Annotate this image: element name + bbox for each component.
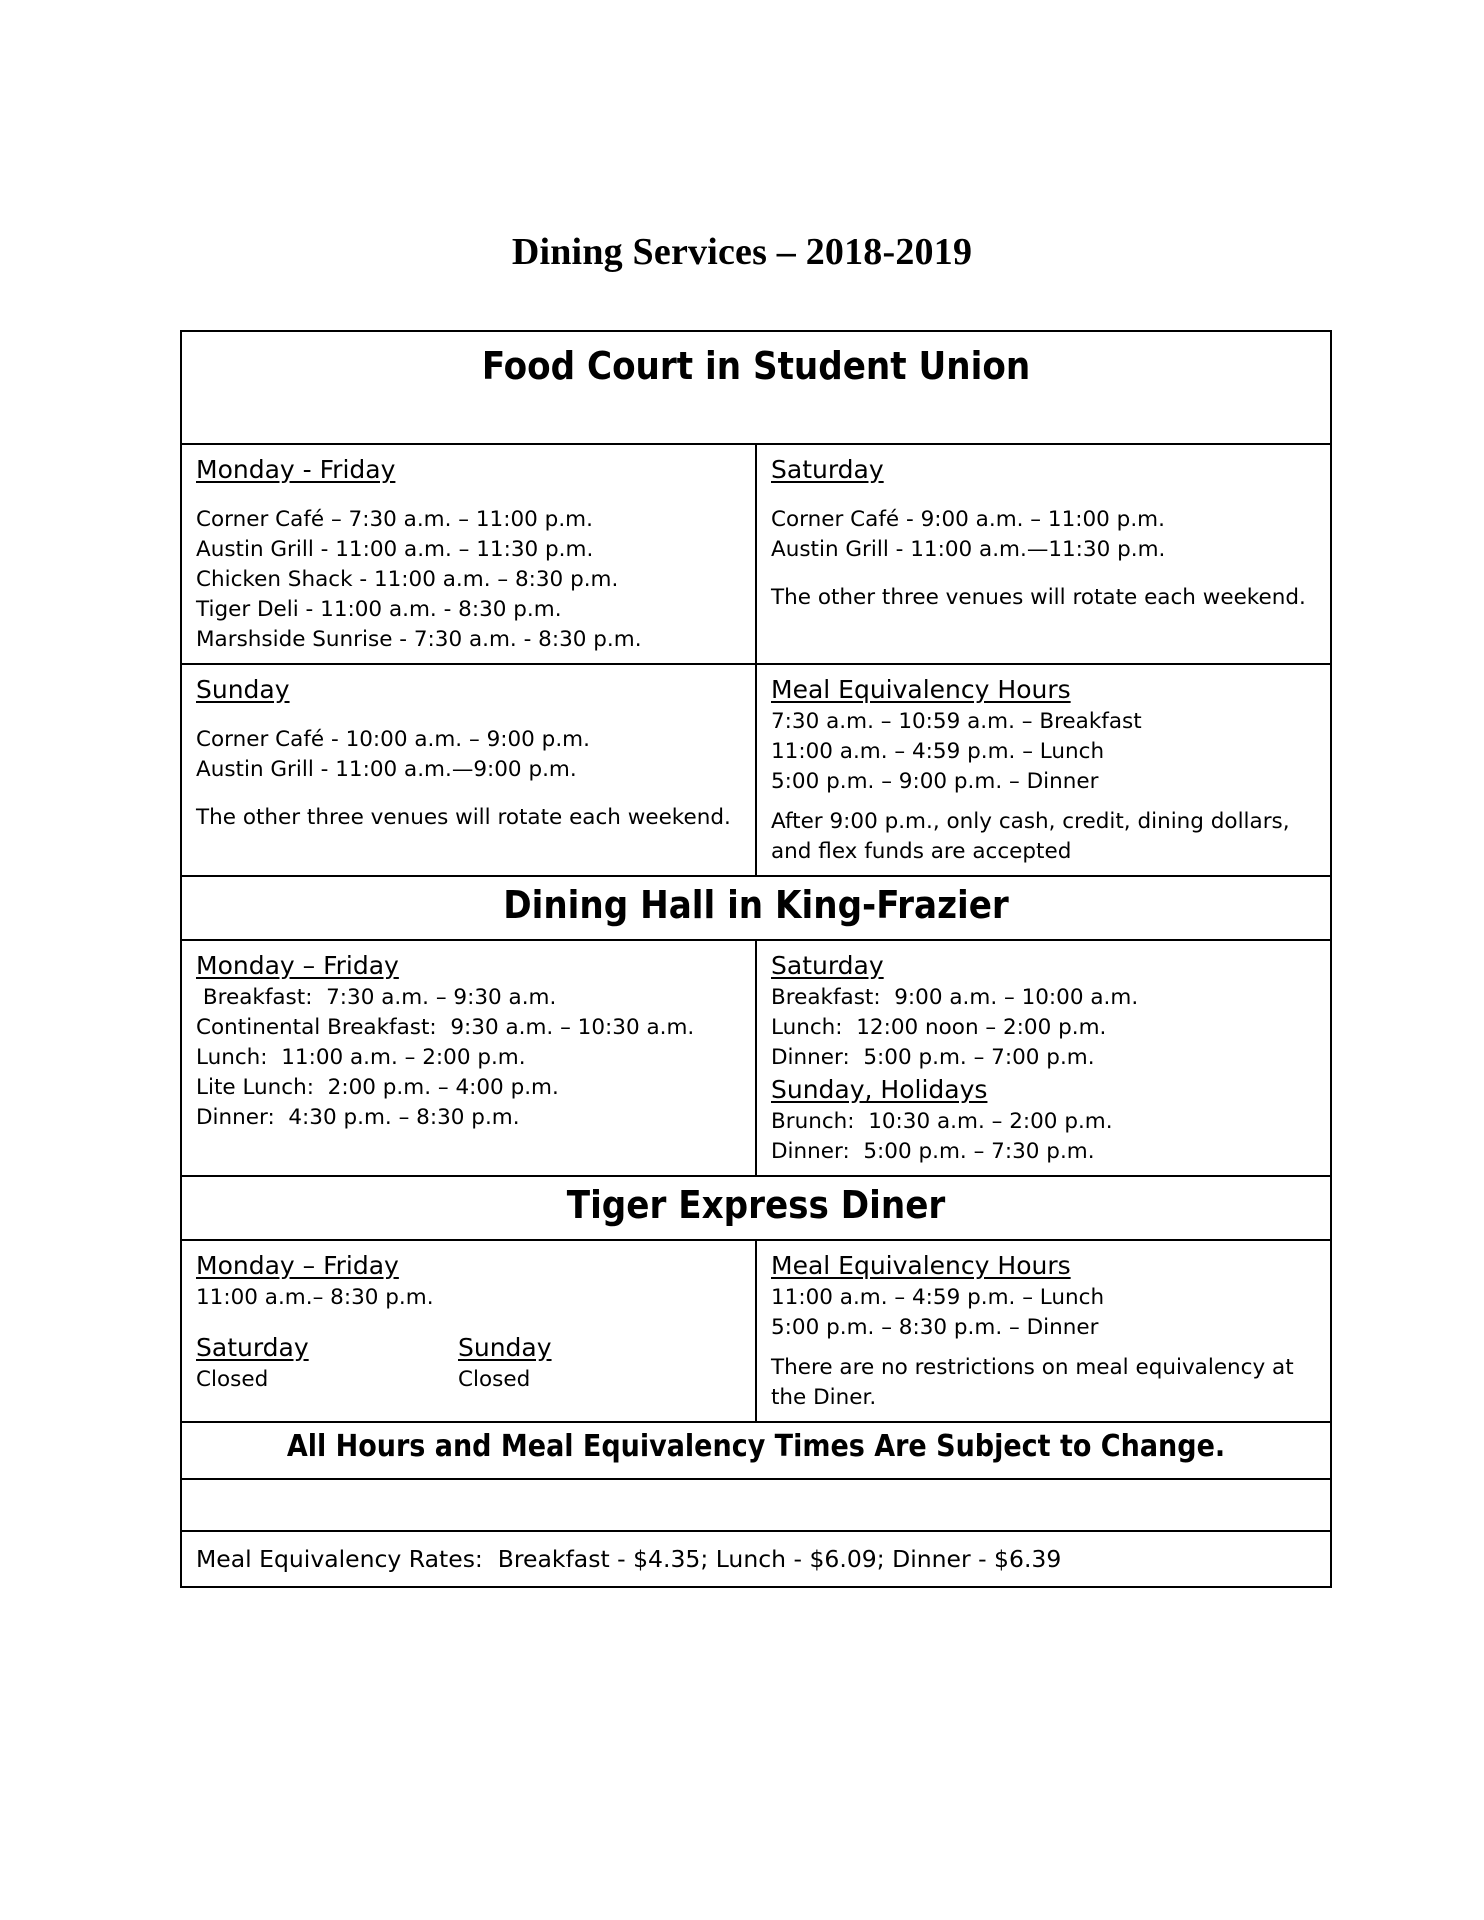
spacer [771,1343,1319,1353]
food-court-monday-friday-cell [182,445,757,663]
blank-spacer-row [182,1480,1330,1532]
food-court-meal-equivalency-cell [757,665,1329,875]
day-heading: Sunday [196,675,290,704]
dining-hall-monday-friday-cell [182,941,757,1175]
dining-hall-weekend-cell [757,941,1329,1175]
payment-note: After 9:00 p.m., only cash, credit, dining dollars, and flex funds are accepted [771,809,1297,864]
saturday-heading: Saturday [196,1333,309,1362]
weekend-heading-pair [196,1331,745,1365]
spacer [196,707,745,725]
meal-line: Lunch: 12:00 noon – 2:00 p.m. [771,1015,1107,1040]
day-heading: Saturday [771,455,884,484]
meal-line: Breakfast: 9:00 a.m. – 10:00 a.m. [771,985,1139,1010]
hours-line: Corner Café - 10:00 a.m. – 9:00 p.m. [196,727,590,752]
hours-line: Tiger Deli - 11:00 a.m. - 8:30 p.m. [196,597,562,622]
meal-line: Dinner: 4:30 p.m. – 8:30 p.m. [196,1105,520,1130]
dining-hall-row [182,941,1330,1177]
hours-line: 11:00 a.m.– 8:30 p.m. [196,1285,434,1310]
sunday-status: Closed [458,1367,531,1392]
meal-line: Brunch: 10:30 a.m. – 2:00 p.m. [771,1109,1113,1134]
spacer [196,785,745,803]
hours-line: Austin Grill - 11:00 a.m.—11:30 p.m. [771,537,1166,562]
meal-equivalency-heading: Meal Equivalency Hours [771,1251,1071,1280]
meal-line: Dinner: 5:00 p.m. – 7:30 p.m. [771,1139,1095,1164]
day-heading: Monday – Friday [196,1251,399,1280]
subject-to-change-band [182,1423,1330,1480]
tiger-diner-meal-equivalency-cell [757,1241,1329,1421]
equivalency-line: 5:00 p.m. – 9:00 p.m. – Dinner [771,769,1099,794]
section-title: Tiger Express Diner [566,1183,946,1227]
dining-hours-table [180,330,1332,1588]
meal-line: Lite Lunch: 2:00 p.m. – 4:00 p.m. [196,1075,559,1100]
section-title: Dining Hall in King-Frazier [503,883,1009,927]
spacer [771,797,1319,807]
spacer [196,1313,745,1331]
restrictions-note: There are no restrictions on meal equivalency at the Diner. [771,1355,1301,1410]
page-title: Dining Services – 2018-2019 [511,231,973,273]
tiger-diner-hours-cell [182,1241,757,1421]
section-banner-food-court [182,332,1330,445]
section-banner-dining-hall [182,877,1330,941]
day-heading: Monday - Friday [196,455,396,484]
meal-line: Lunch: 11:00 a.m. – 2:00 p.m. [196,1045,526,1070]
weekend-status-pair [196,1365,745,1395]
equivalency-line: 7:30 a.m. – 10:59 a.m. – Breakfast [771,709,1142,734]
section-banner-tiger-express-diner [182,1177,1330,1241]
spacer [771,565,1319,583]
spacer [771,487,1319,505]
meal-equivalency-heading: Meal Equivalency Hours [771,675,1071,704]
food-court-weekday-row [182,445,1330,665]
meal-line: Dinner: 5:00 p.m. – 7:00 p.m. [771,1045,1095,1070]
food-court-saturday-cell [757,445,1329,663]
equivalency-line: 11:00 a.m. – 4:59 p.m. – Lunch [771,739,1105,764]
tiger-diner-row [182,1241,1330,1423]
day-heading: Sunday, Holidays [771,1075,988,1104]
hours-line: Marshside Sunrise - 7:30 a.m. - 8:30 p.m. [196,627,642,652]
hours-line: Austin Grill - 11:00 a.m. – 11:30 p.m. [196,537,594,562]
day-heading: Saturday [771,951,884,980]
meal-line: Continental Breakfast: 9:30 a.m. – 10:30 a.m. [196,1015,695,1040]
food-court-sunday-row [182,665,1330,877]
equivalency-line: 11:00 a.m. – 4:59 p.m. – Lunch [771,1285,1105,1310]
hours-line: Chicken Shack - 11:00 a.m. – 8:30 p.m. [196,567,619,592]
saturday-status: Closed [196,1367,269,1392]
hours-line: Corner Café - 9:00 a.m. – 11:00 p.m. [771,507,1165,532]
section-title: Food Court in Student Union [481,344,1031,388]
day-heading: Monday – Friday [196,951,399,980]
meal-line: Breakfast: 7:30 a.m. – 9:30 a.m. [196,985,557,1010]
hours-line: Austin Grill - 11:00 a.m.—9:00 p.m. [196,757,577,782]
subject-to-change-text: All Hours and Meal Equivalency Times Are Subject to Change. [286,1429,1226,1464]
sunday-heading: Sunday [458,1333,552,1362]
spacer [196,487,745,505]
equivalency-line: 5:00 p.m. – 8:30 p.m. – Dinner [771,1315,1099,1340]
rates-text: Meal Equivalency Rates: Breakfast - $4.35; Lunch - $6.09; Dinner - $6.39 [196,1545,1062,1573]
rotation-note: The other three venues will rotate each weekend. [771,585,1306,610]
meal-equivalency-rates-row [182,1532,1330,1586]
rotation-note: The other three venues will rotate each weekend. [196,805,731,830]
hours-line: Corner Café – 7:30 a.m. – 11:00 p.m. [196,507,593,532]
food-court-sunday-cell [182,665,757,875]
